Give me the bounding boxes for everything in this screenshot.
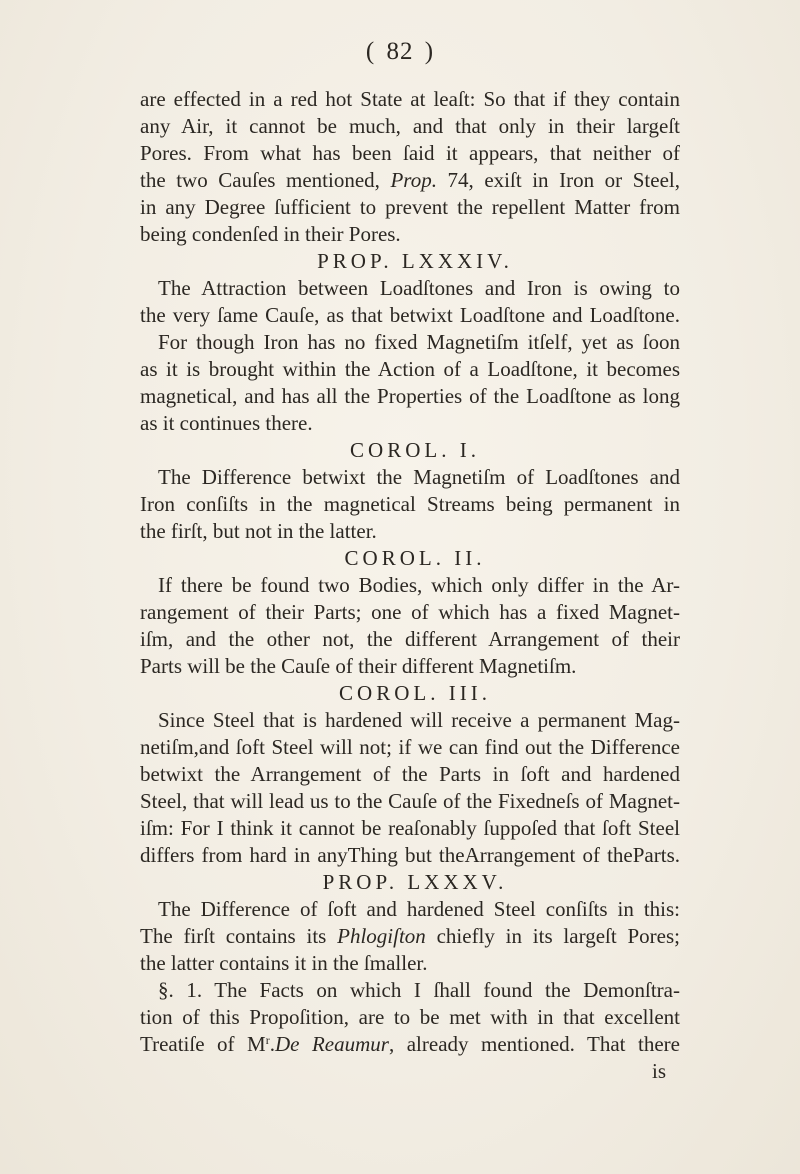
text-line [140, 167, 680, 194]
text-run: The firſt contains its [140, 924, 338, 948]
text-line: For though Iron has no fixed Magnetiſm itſelf, yet as ſoon [158, 330, 680, 354]
text-line: being condenſed in their Pores. [140, 222, 401, 246]
section-heading: PROP. LXXXIV. [317, 249, 513, 273]
text-line: The Difference of ſoft and hardened Steel conſiſts in this: [158, 897, 680, 921]
italic-text: De Reaumur [274, 1032, 389, 1056]
italic-text: Prop. [390, 168, 437, 192]
section-heading: PROP. LXXXV. [322, 870, 508, 894]
text-line [140, 923, 680, 950]
text-run: chiefly in its largeſt Pores; [425, 924, 680, 948]
text-line [140, 1031, 680, 1058]
section-heading: COROL. III. [339, 681, 491, 705]
text-line: differs from hard in anyThing but theArrangement of theParts. [140, 843, 680, 867]
text-line: are effected in a red hot State at leaſt: So that if they contain [140, 87, 680, 111]
text-line: as it continues there. [140, 411, 313, 435]
text-run: Treatiſe of M [140, 1032, 266, 1056]
text-run: , already mentioned. That there [388, 1032, 680, 1056]
text-line: iſm: For I think it cannot be reaſonably ſuppoſed that ſoft Steel [140, 816, 680, 840]
text-line: Parts will be the Cauſe of their different Magnetiſm. [140, 654, 577, 678]
page-number: ( 82 ) [365, 38, 435, 65]
text-line: Steel, that will lead us to the Cauſe of the Fixedneſs of Magnet- [140, 789, 680, 813]
text-line: any Air, it cannot be much, and that only in their largeſt [140, 114, 680, 138]
text-line: rangement of their Parts; one of which has a fixed Magnet- [140, 600, 680, 624]
text-line: the firſt, but not in the latter. [140, 519, 377, 543]
section-heading: COROL. II. [344, 546, 486, 570]
text-line: as it is brought within the Action of a Loadſtone, it becomes [140, 357, 680, 381]
italic-text: Phlogiſton [337, 924, 426, 948]
text-line: the very ſame Cauſe, as that betwixt Loadſtone and Loadſtone. [140, 303, 680, 327]
text-line: tion of this Propoſition, are to be met with in that excellent [140, 1005, 680, 1029]
text-line: betwixt the Arrangement of the Parts in ſoft and hardened [140, 762, 680, 786]
section-heading: COROL. I. [350, 438, 480, 462]
text-line: §. 1. The Facts on which I ſhall found the Demonſtra- [158, 978, 680, 1002]
text-run: the two Cauſes mentioned, [140, 168, 391, 192]
catchword: is [651, 1059, 666, 1083]
text-line: Pores. From what has been ſaid it appears, that neither of [140, 141, 680, 165]
text-line: Iron conſiſts in the magnetical Streams being permanent in [140, 492, 680, 516]
text-line: magnetical, and has all the Properties of the Loadſtone as long [140, 384, 680, 408]
text-line: the latter contains it in the ſmaller. [140, 951, 428, 975]
text-run: . [269, 1032, 275, 1056]
text-run: 74, exiſt in Iron or Steel, [436, 168, 680, 192]
text-line: iſm, and the other not, the different Arrangement of their [140, 627, 680, 651]
text-line: netiſm,and ſoft Steel will not; if we can find out the Difference [140, 735, 680, 759]
text-line: The Attraction between Loadſtones and Iron is owing to [158, 276, 680, 300]
text-line: If there be found two Bodies, which only differ in the Ar- [158, 573, 680, 597]
superscript-text: r [265, 1033, 270, 1047]
text-line: in any Degree ſufficient to prevent the repellent Matter from [140, 195, 680, 219]
text-line: Since Steel that is hardened will receive a permanent Mag- [158, 708, 680, 732]
body-text [140, 86, 680, 1085]
text-line: The Difference betwixt the Magnetiſm of Loadſtones and [158, 465, 680, 489]
